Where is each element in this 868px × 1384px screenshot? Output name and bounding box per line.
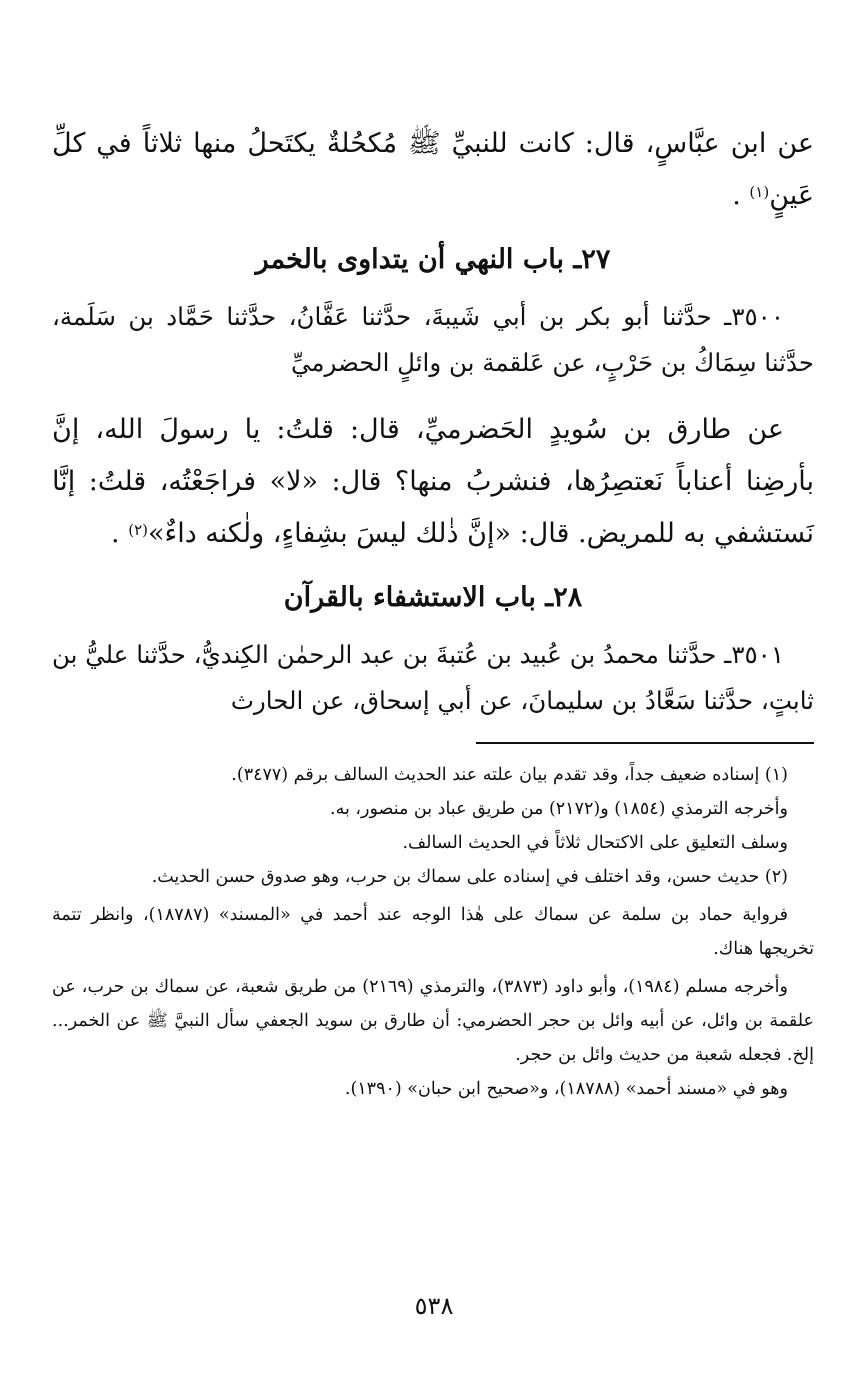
- hadith-3500-isnad: ٣٥٠٠ـ حدَّثنا أبو بكر بن أبي شَيبةَ، حدَّثنا عَفَّانُ، حدَّثنا حَمَّاد بن سَلَمة، حدَّثنا سِمَاكُ بن حَرْبٍ، عن عَلقمة بن وائلٍ الحضرميِّ: [52, 302, 814, 377]
- footnote-separator: [476, 742, 814, 744]
- footnote-marker[interactable]: (٢): [128, 521, 148, 539]
- footnote-2-line: (٢) حديث حسن، وقد اختلف في إسناده على سماك بن حرب، وهو صدوق حسن الحديث.: [151, 867, 788, 887]
- chapter-heading-28: ٢٨ـ باب الاستشفاء بالقرآن: [283, 582, 583, 613]
- footnote-2-line: وهو في «مسند أحمد» (١٨٧٨٨)، و«صحيح ابن حبان» (١٣٩٠).: [344, 1079, 788, 1099]
- footnote-1-line: (١) إسناده ضعيف جداً، وقد تقدم بيان علته عند الحديث السالف برقم (٣٤٧٧).: [231, 765, 788, 785]
- hadith-3501-isnad: ٣٥٠١ـ حدَّثنا محمدُ بن عُبيد بن عُتبةَ بن عبد الرحمٰن الكِنديُّ، حدَّثنا عليُّ بن ثابتٍ، حدَّثنا سَعَّادُ بن سليمانَ، عن أبي إسحاق، عن الحارث: [52, 640, 814, 715]
- footnote-2-line: فرواية حماد بن سلمة عن سماك على هٰذا الوجه عند أحمد في «المسند» (١٨٧٨٧)، وانظر تتمة تخريجها هناك.: [52, 905, 814, 959]
- hadith-3500-text: [52, 404, 814, 560]
- paragraph-text: عن طارق بن سُويدٍ الحَضرميِّ، قال: قلتُ: يا رسولَ الله، إنَّ بأرضِنا أعناباً نَعتصِرُها، فنشربُ منها؟ قال: «لا» فراجَعْتُه، قلتُ: إنَّا نَستشفي به للمريض. قال: «إنَّ ذٰلك ليسَ بشِفاءٍ، ولٰكنه داءٌ»: [52, 414, 814, 549]
- footnote-1-line: وأخرجه الترمذي (١٨٥٤) و(٢١٧٢) من طريق عباد بن منصور، به.: [330, 799, 788, 819]
- page-body: [52, 118, 814, 1106]
- hadith-continuation-paragraph: [52, 118, 814, 222]
- paragraph-text: عن ابن عبَّاسٍ، قال: كانت للنبيِّ ﷺ مُكحُلةٌ يكتَحلُ منها ثلاثاً في كلِّ عَينٍ: [52, 128, 814, 211]
- footnote-1-line: وسلف التعليق على الاكتحال ثلاثاً في الحديث السالف.: [402, 833, 788, 853]
- chapter-heading-27: ٢٧ـ باب النهي أن يتداوى بالخمر: [255, 244, 611, 275]
- paragraph-end: .: [732, 180, 741, 211]
- paragraph-end: .: [111, 518, 120, 549]
- footnote-2-line: وأخرجه مسلم (١٩٨٤)، وأبو داود (٣٨٧٣)، والترمذي (٢١٦٩) من طريق شعبة، عن سماك بن حرب، عن علقمة بن وائل، عن أبيه وائل بن حجر الحضرمي: أن طارق بن سويد الجعفي سأل النبيَّ ﷺ عن الخمر... إلخ. فجعله شعبة من حديث وائل بن حجر.: [52, 977, 814, 1065]
- footnote-marker[interactable]: (١): [749, 183, 770, 201]
- page-number: ٥٣٨: [414, 1292, 454, 1320]
